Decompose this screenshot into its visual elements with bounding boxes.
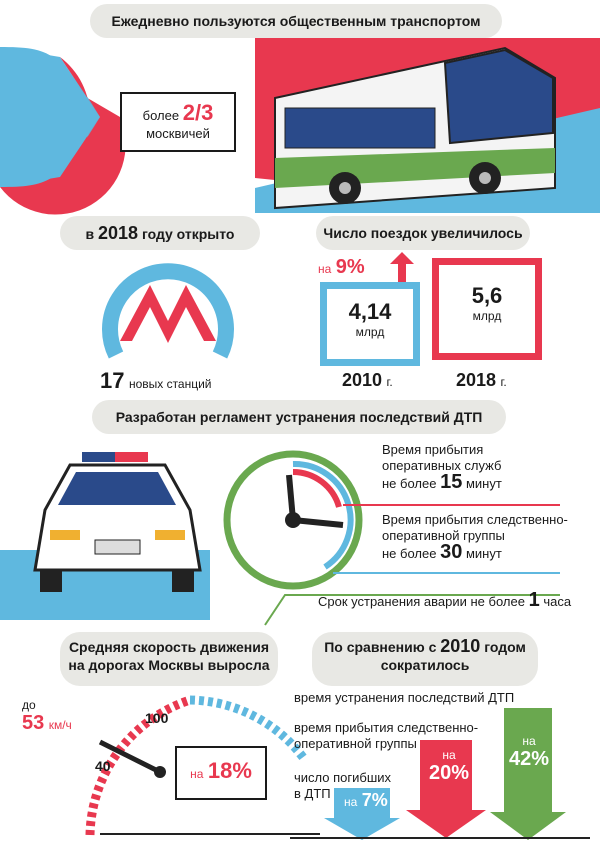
arrow-investigative-prefix: на <box>442 748 456 762</box>
speed-increase-value: 18% <box>207 758 252 783</box>
arrival-operative-value: 15 <box>440 471 463 493</box>
arrow-fatalities-value: 7% <box>361 790 388 810</box>
label-investigative-line1: время прибытия следственно- <box>294 720 479 735</box>
trips-increase <box>318 256 365 279</box>
police-car-illustration <box>0 440 210 620</box>
arrival-investigative <box>382 512 597 562</box>
arrival-investigative-value: 30 <box>440 541 463 563</box>
year-2018: 2018 <box>456 370 497 390</box>
arrow-clearance-label <box>504 734 554 771</box>
title-year: 2018 <box>98 223 139 243</box>
arrival-investigative-unit: минут <box>465 546 502 561</box>
label-investigative-line2: оперативной группы <box>294 736 417 751</box>
section-title-stations <box>60 216 260 250</box>
trips-2018-box <box>432 258 542 360</box>
arrow-clearance-value: 42% <box>508 748 550 770</box>
comparison-title-line2: сократилось <box>380 657 470 673</box>
section-title-daily-transport: Ежедневно пользуются общественным транспортом <box>90 4 502 38</box>
year-2018-suffix: г. <box>500 375 507 389</box>
stations-count-line <box>100 368 260 394</box>
arrival-investigative-line2: оперативной группы <box>382 528 505 543</box>
arrival-operative <box>382 442 592 492</box>
arrival-operative-prefix: не более <box>382 476 437 491</box>
section-title-regulation: Разработан регламент устранения последствий ДТП <box>92 400 506 434</box>
arrival-operative-line1: Время прибытия <box>382 442 484 457</box>
speed-unit: км/ч <box>48 718 72 732</box>
speed-value: 53 <box>22 712 45 734</box>
increase-value: 9% <box>335 256 365 278</box>
arrow-up-icon <box>390 252 414 282</box>
arrival-investigative-prefix: не более <box>382 546 437 561</box>
arrow-fatalities-prefix: на <box>344 795 358 809</box>
label-fatalities-line1: число погибших <box>294 770 392 785</box>
arrow-investigative-label <box>424 748 474 785</box>
label-fatalities-line2: в ДТП <box>294 786 331 801</box>
trips-2010-unit: млрд <box>355 325 385 339</box>
callout-prefix: более <box>142 108 180 123</box>
clearance-prefix: Срок устранения аварии не более <box>318 594 525 609</box>
stations-count: 17 <box>100 368 125 393</box>
increase-prefix: на <box>318 262 332 276</box>
speed-tick-40: 40 <box>95 758 111 774</box>
accident-clearance <box>318 589 598 611</box>
trips-2018-unit: млрд <box>472 309 502 323</box>
section-title-speed <box>60 632 278 686</box>
title-suffix: году открыто <box>141 226 235 242</box>
year-2010-suffix: г. <box>386 375 393 389</box>
speed-increase-prefix: на <box>190 767 204 781</box>
arrival-operative-line2: оперативных служб <box>382 458 502 473</box>
stations-label: новых станций <box>128 377 212 391</box>
speed-title-line2: на дорогах Москвы выросла <box>68 657 270 673</box>
bus-illustration <box>255 38 600 213</box>
speed-increase-box <box>175 746 267 800</box>
speed-upto: до <box>22 698 36 712</box>
pie-chart <box>0 42 140 192</box>
comparison-year: 2010 <box>440 636 481 656</box>
title-prefix: в <box>85 226 95 242</box>
trips-2018-value: 5,6 <box>471 283 503 308</box>
section-title-trips: Число поездок увеличилось <box>316 216 530 250</box>
trips-2010-box <box>320 282 420 366</box>
speed-title-line1: Средняя скорость движения <box>68 639 270 655</box>
section-title-comparison <box>312 632 538 686</box>
trips-2018-year <box>456 370 507 391</box>
comparison-suffix: годом <box>484 639 526 655</box>
arrow-clearance-prefix: на <box>522 734 536 748</box>
year-2010: 2010 <box>342 370 383 390</box>
arrow-down-clearance <box>490 708 566 840</box>
metro-logo-icon <box>98 255 238 375</box>
label-accident-clearance: время устранения последствий ДТП <box>294 690 515 705</box>
callout-value: 2/3 <box>182 100 214 125</box>
comparison-prefix: По сравнению с <box>324 639 437 655</box>
majority-callout <box>120 92 236 152</box>
trips-2010-value: 4,14 <box>348 299 392 324</box>
clearance-value: 1 <box>528 589 540 611</box>
clearance-unit: часа <box>543 594 572 609</box>
speed-tick-100: 100 <box>145 710 169 726</box>
callout-suffix: москвичей <box>146 126 210 141</box>
arrival-operative-unit: минут <box>465 476 502 491</box>
arrow-investigative-value: 20% <box>428 762 470 784</box>
arrival-investigative-line1: Время прибытия следственно- <box>382 512 568 527</box>
arrow-fatalities-label <box>344 790 388 811</box>
trips-2010-year <box>342 370 393 391</box>
